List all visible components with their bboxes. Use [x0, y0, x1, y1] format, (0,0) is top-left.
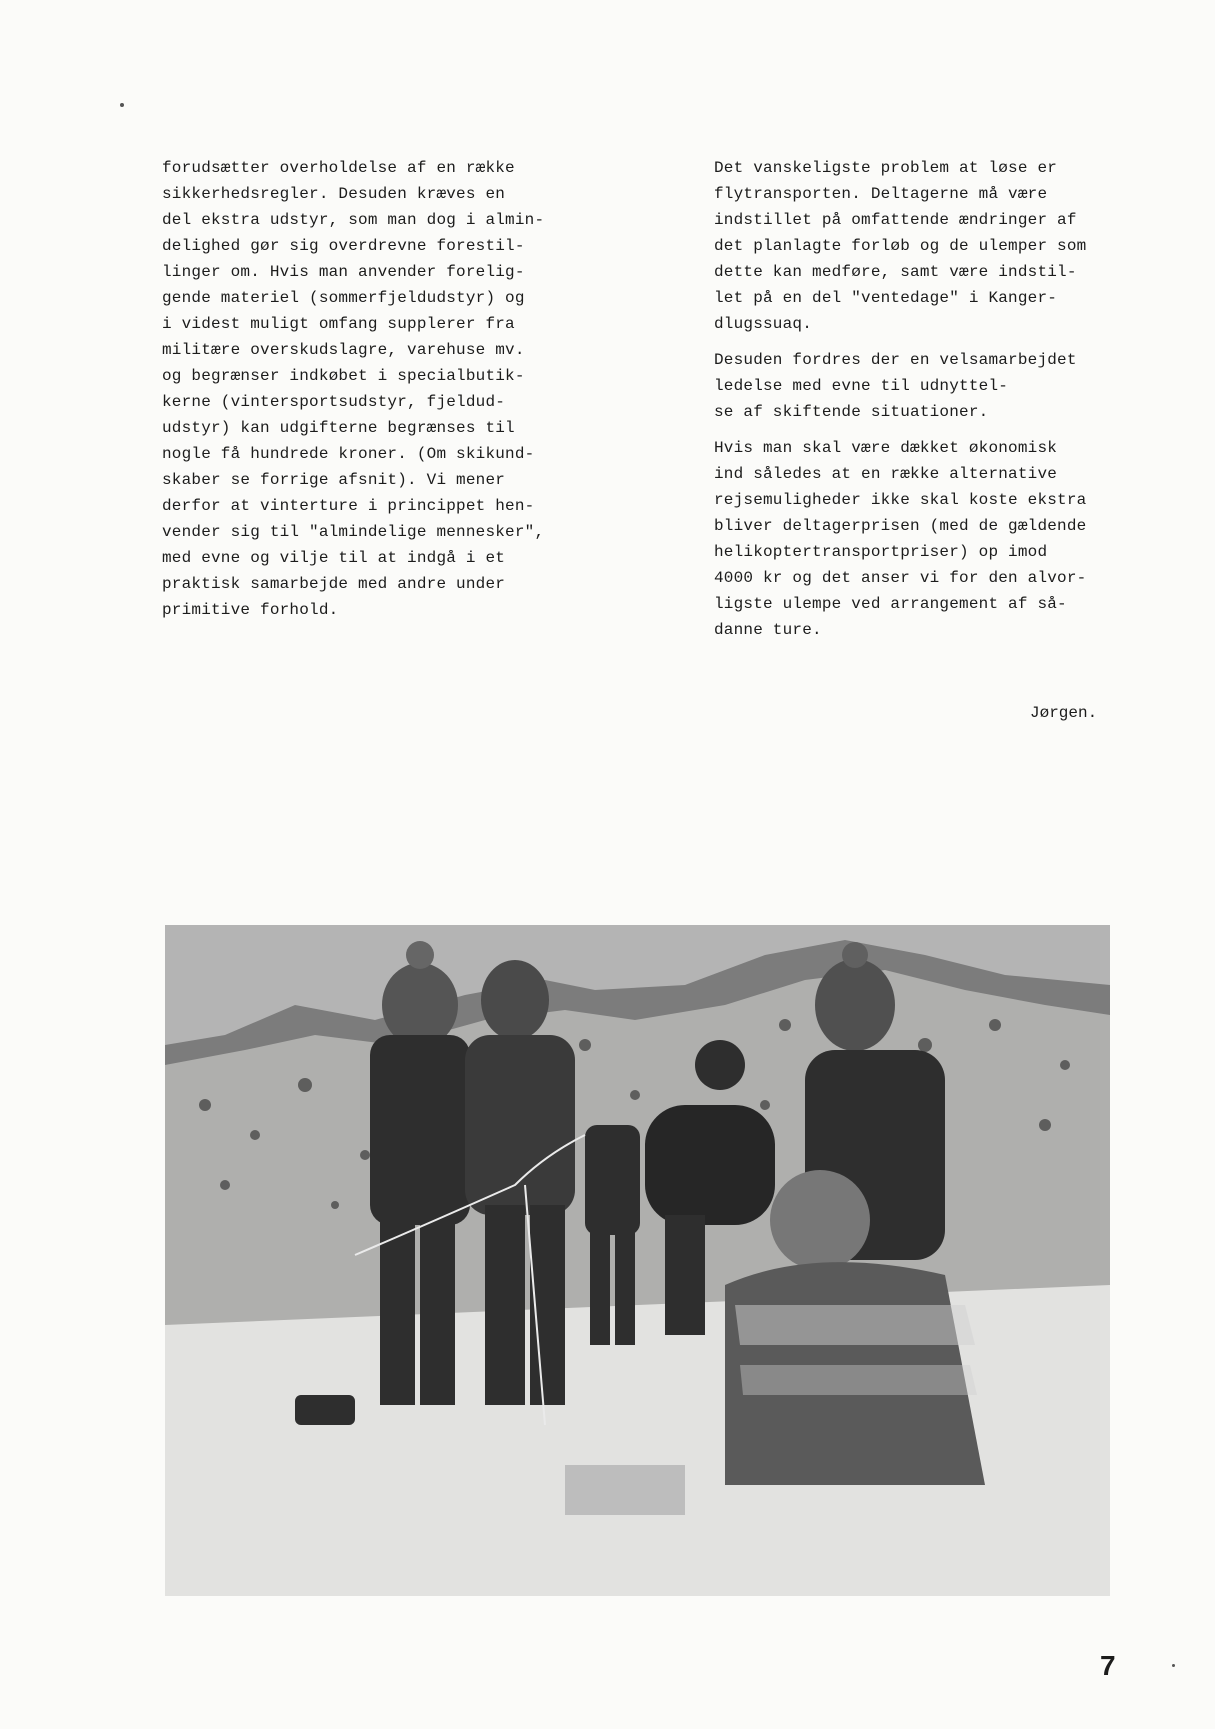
text-line: sikkerhedsregler. Desuden kræves en — [162, 185, 506, 203]
photo-illustration — [165, 925, 1110, 1596]
text-line: delighed gør sig overdrevne forestil- — [162, 237, 525, 255]
text-line: vender sig til "almindelige mennesker", — [162, 523, 545, 541]
text-line: let på en del "ventedage" i Kanger- — [714, 289, 1058, 307]
paragraph-economy — [714, 435, 1134, 643]
text-line: flytransporten. Deltagerne må være — [714, 185, 1048, 203]
text-line: indstillet på omfattende ændringer af — [714, 211, 1077, 229]
text-line: ledelse med evne til udnyttel- — [714, 377, 1009, 395]
text-line: det planlagte forløb og de ulemper som — [714, 237, 1087, 255]
text-line: se af skiftende situationer. — [714, 403, 989, 421]
text-line: med evne og vilje til at indgå i et — [162, 549, 506, 567]
text-line: kerne (vintersportsudstyr, fjeldud- — [162, 393, 506, 411]
text-line: bliver deltagerprisen (med de gældende — [714, 517, 1087, 535]
paper-speck — [120, 103, 124, 107]
text-line: Hvis man skal være dækket økonomisk — [714, 439, 1058, 457]
text-line: primitive forhold. — [162, 601, 339, 619]
text-line: militære overskudslagre, varehuse mv. — [162, 341, 525, 359]
paragraph-leadership — [714, 347, 1134, 425]
text-line: linger om. Hvis man anvender forelig- — [162, 263, 525, 281]
paragraph-transport — [714, 155, 1134, 337]
text-line: danne ture. — [714, 621, 822, 639]
signature: Jørgen. — [1030, 704, 1098, 722]
text-line: nogle få hundrede kroner. (Om skikund- — [162, 445, 535, 463]
text-line: derfor at vinterture i princippet hen- — [162, 497, 535, 515]
text-line: forudsætter overholdelse af en række — [162, 159, 515, 177]
text-line: gende materiel (sommerfjeldudstyr) og — [162, 289, 525, 307]
text-line: ind således at en række alternative — [714, 465, 1058, 483]
text-line: dette kan medføre, samt være indstil- — [714, 263, 1077, 281]
page-number: 7 — [1100, 1650, 1116, 1681]
paper-speck — [1172, 1664, 1175, 1667]
text-line: dlugssuaq. — [714, 315, 813, 333]
text-line: udstyr) kan udgifterne begrænses til — [162, 419, 515, 437]
text-line: Desuden fordres der en velsamarbejdet — [714, 351, 1077, 369]
text-line: praktisk samarbejde med andre under — [162, 575, 506, 593]
text-line: i videst muligt omfang supplerer fra — [162, 315, 515, 333]
left-text-column — [162, 155, 592, 623]
text-line: 4000 kr og det anser vi for den alvor- — [714, 569, 1087, 587]
text-line: skaber se forrige afsnit). Vi mener — [162, 471, 506, 489]
text-line: og begrænser indkøbet i specialbutik- — [162, 367, 525, 385]
photo-people-on-ice — [165, 925, 1110, 1596]
text-line: helikoptertransportpriser) op imod — [714, 543, 1048, 561]
text-line: Det vanskeligste problem at løse er — [714, 159, 1058, 177]
right-text-column — [714, 155, 1134, 653]
text-line: del ekstra udstyr, som man dog i almin- — [162, 211, 545, 229]
text-line: rejsemuligheder ikke skal koste ekstra — [714, 491, 1087, 509]
text-line: ligste ulempe ved arrangement af så- — [714, 595, 1067, 613]
